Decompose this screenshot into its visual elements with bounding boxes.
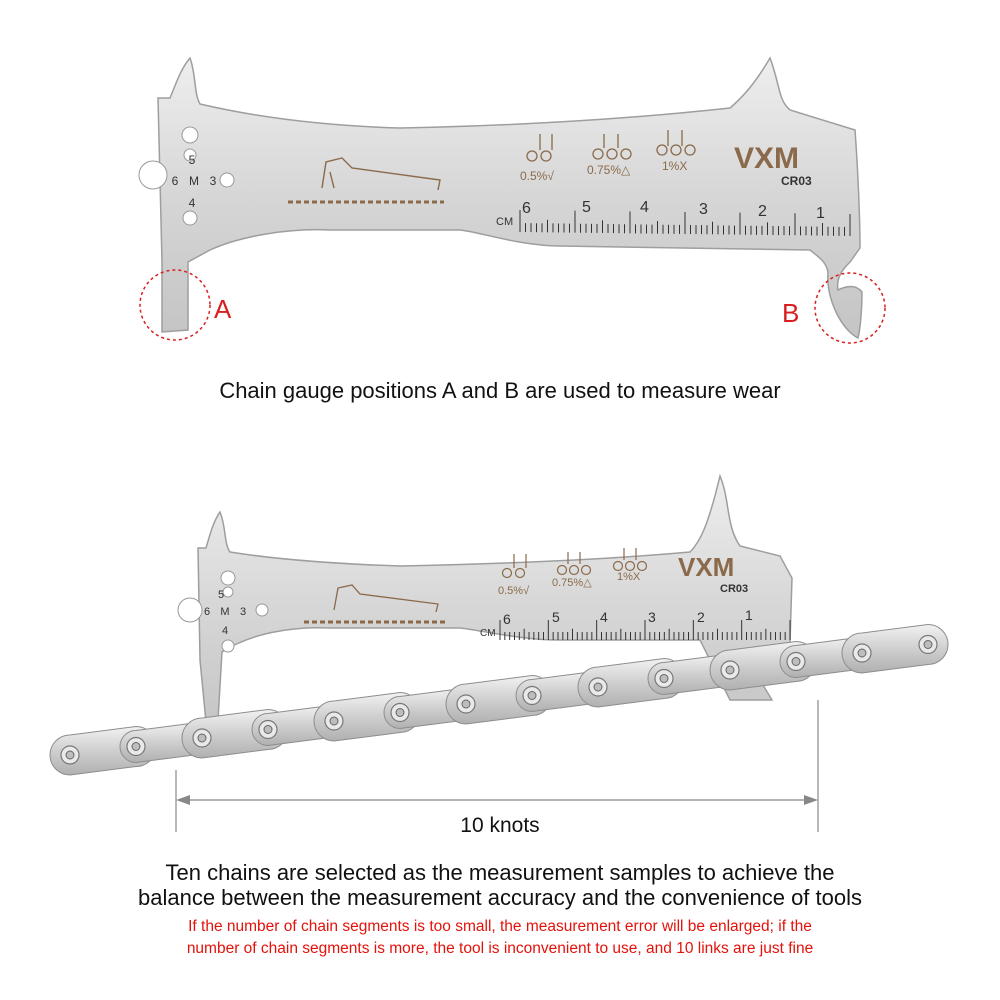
scale-3: 3 — [648, 609, 656, 625]
chain-pin — [792, 658, 800, 666]
arrow-head-right — [804, 795, 818, 805]
position-a-label: A — [214, 294, 232, 324]
scale-6: 6 — [503, 611, 511, 627]
bike-chain — [50, 625, 948, 776]
brand-logo: VXM — [678, 552, 735, 582]
rivet-hole-3 — [220, 173, 234, 187]
chain-pin — [330, 717, 338, 725]
chain-pin — [924, 641, 932, 649]
rivet-hole-5 — [182, 127, 198, 143]
position-b-label: B — [782, 298, 800, 328]
rivet-hole-3 — [256, 604, 268, 616]
note-line-2: number of chain segments is more, the tool is inconvenient to use, and 10 links are just fine — [186, 940, 814, 957]
rivet-hole-small — [223, 587, 233, 597]
chain-pin — [528, 692, 536, 700]
size-label-6: 6 — [171, 174, 179, 188]
rivet-hole-4 — [183, 211, 197, 225]
chain-checker-tool — [158, 58, 862, 338]
chain-pin — [858, 649, 866, 657]
size-label-m: M — [189, 174, 199, 188]
scale-4: 4 — [600, 609, 608, 625]
description-line-2: balance between the measurement accuracy and the convenience of tools — [137, 885, 862, 910]
scale-6: 6 — [522, 200, 531, 217]
chain-pin — [594, 683, 602, 691]
wear-label-0-5: 0.5%√ — [498, 585, 530, 597]
chain-pin — [462, 700, 470, 708]
arrow-head-left — [176, 795, 190, 805]
chain-pin — [66, 751, 74, 759]
size-label-3: 3 — [239, 606, 247, 618]
model-label: CR03 — [720, 583, 749, 595]
wear-label-1: 1%X — [662, 159, 688, 173]
bottom-gauge-illustration — [0, 460, 1000, 840]
size-label-3: 3 — [209, 174, 217, 188]
top-gauge-illustration — [0, 0, 1000, 370]
unit-label: CM — [480, 628, 496, 639]
knots-label: 10 knots — [460, 814, 540, 837]
brand-logo: VXM — [734, 142, 800, 175]
wear-label-0-75: 0.75%△ — [587, 163, 631, 177]
scale-5: 5 — [582, 199, 591, 216]
wear-label-0-5: 0.5%√ — [520, 169, 554, 183]
scale-2: 2 — [758, 203, 767, 220]
scale-2: 2 — [697, 609, 705, 625]
note-line-1: If the number of chain segments is too small, the measurement error will be enlarged; if the — [188, 918, 812, 935]
chain-pin — [264, 726, 272, 734]
chain-pin — [726, 666, 734, 674]
size-label-4: 4 — [221, 625, 229, 637]
chain-pin — [660, 675, 668, 683]
scale-4: 4 — [640, 199, 649, 216]
rivet-hole-5 — [221, 571, 235, 585]
wear-label-0-75: 0.75%△ — [552, 577, 592, 589]
rivet-hole-6 — [139, 161, 167, 189]
scale-1: 1 — [745, 607, 753, 623]
model-label: CR03 — [781, 174, 812, 188]
rivet-hole-6 — [178, 598, 202, 622]
size-label-m: M — [220, 606, 230, 618]
description-line-1: Ten chains are selected as the measurement samples to achieve the — [165, 860, 835, 885]
size-label-5: 5 — [217, 589, 225, 601]
rivet-hole-4 — [222, 640, 234, 652]
scale-1: 1 — [816, 205, 825, 222]
scale-3: 3 — [699, 201, 708, 218]
unit-label: CM — [496, 216, 514, 228]
wear-label-1: 1%X — [617, 571, 641, 583]
scale-5: 5 — [552, 609, 560, 625]
size-label-4: 4 — [188, 196, 196, 210]
size-label-6: 6 — [203, 606, 211, 618]
chain-pin — [198, 734, 206, 742]
size-label-5: 5 — [188, 153, 196, 167]
chain-pin — [132, 743, 140, 751]
chain-pin — [396, 709, 404, 717]
top-caption: Chain gauge positions A and B are used to measure wear — [219, 378, 781, 403]
